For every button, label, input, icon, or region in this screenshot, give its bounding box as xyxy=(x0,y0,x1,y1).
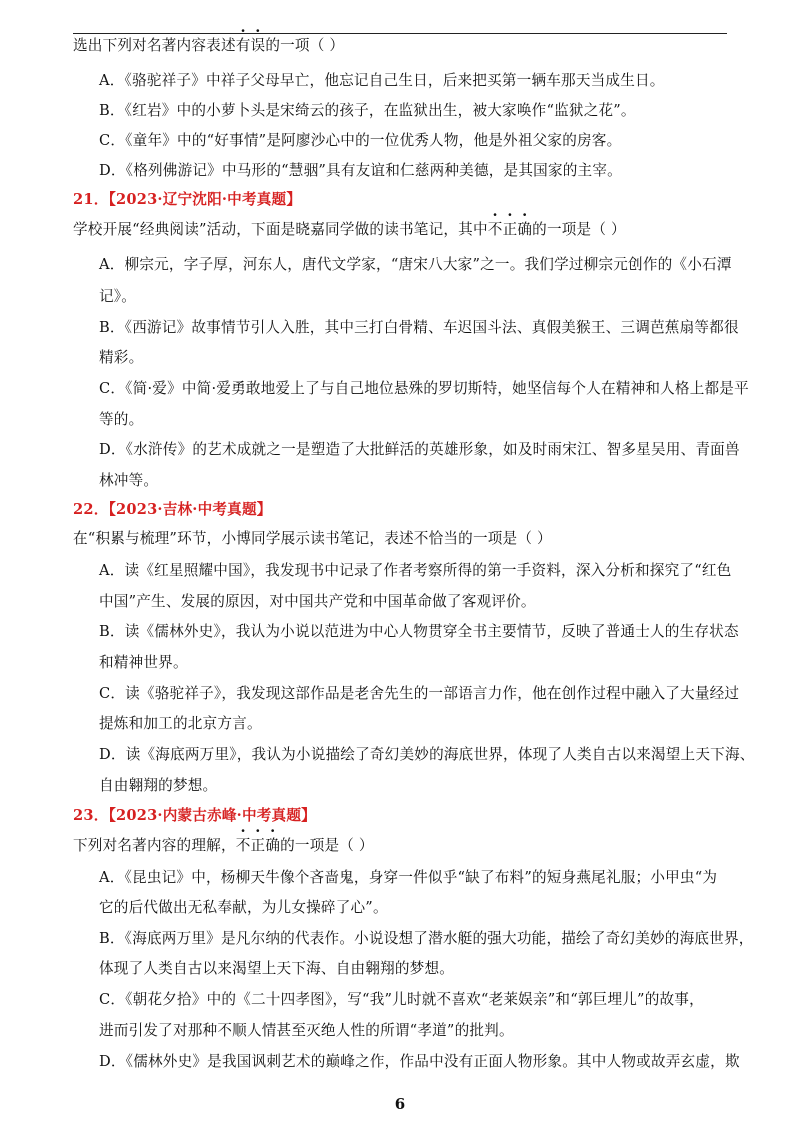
q23-option-a: A．《昆虫记》中，杨柳天牛像个吝啬鬼，身穿一件似乎“缺了布料”的短身燕尾礼服；小甲虫“为 xyxy=(99,869,718,886)
q22-option-a: A．读《红星照耀中国》，我发现书中记录了作者考察所得的第一手资料，深入分析和探究了“红色 xyxy=(99,562,732,579)
q21-option-c-cont: 等的。 xyxy=(99,411,144,428)
emphasis-char: 正 xyxy=(250,837,266,854)
q22-option-c-cont: 提炼和加工的北京方言。 xyxy=(99,715,262,732)
q21-header xyxy=(73,190,301,210)
q22-stem: 在“积累与梳理”环节，小博同学展示读书笔记，表述不恰当的一项是（ ） xyxy=(73,530,552,547)
q23-number: 23． xyxy=(73,807,109,824)
q20-option-c: C．《童年》中的“好事情”是阿廖沙心中的一位优秀人物，他是外祖父家的房客。 xyxy=(99,132,622,149)
q22-option-d-cont: 自由翱翔的梦想。 xyxy=(99,777,218,794)
q21-option-b-cont: 精彩。 xyxy=(99,349,144,366)
emphasis-char: 不 xyxy=(487,221,503,238)
q21-option-d-cont: 林冲等。 xyxy=(99,472,159,489)
q23-option-a-cont: 它的后代做出无私奉献，为儿女操碎了心”。 xyxy=(99,899,388,916)
q23-option-c-cont: 进而引发了对那种不顺人情甚至灭绝人性的所谓“孝道”的批判。 xyxy=(99,1022,514,1039)
emphasis-char: 误 xyxy=(250,37,266,54)
q22-option-b-cont: 和精神世界。 xyxy=(99,654,188,671)
emphasis-char: 有 xyxy=(235,37,251,54)
q21-option-a: A．柳宗元，字子厚，河东人，唐代文学家，“唐宋八大家”之一。我们学过柳宗元创作的《小石潭 xyxy=(99,256,732,273)
emphasis-char: 确 xyxy=(265,837,281,854)
q23-stem: 下列对名著内容的理解，不正确的一项是（ ） xyxy=(73,837,374,854)
q22-option-a-cont: 中国”产生、发展的原因，对中国共产党和中国革命做了客观评价。 xyxy=(99,593,536,610)
q21-source: 【2023·辽宁沈阳·中考真题】 xyxy=(108,191,302,208)
q21-option-b: B．《西游记》故事情节引人入胜，其中三打白骨精、车迟国斗法、真假美猴王、三调芭蕉扇等都很 xyxy=(99,319,739,336)
q20-option-a: A．《骆驼祥子》中祥子父母早亡，他忘记自己生日，后来把买第一辆车那天当成生日。 xyxy=(99,72,665,89)
page-number: 6 xyxy=(394,1095,406,1113)
q22-option-d: D．读《海底两万里》，我认为小说描绘了奇幻美妙的海底世界，体现了人类自古以来渴望上天下海、 xyxy=(99,746,755,763)
q23-option-b: B．《海底两万里》是凡尔纳的代表作。小说设想了潜水艇的强大功能，描绘了奇幻美妙的海底世界， xyxy=(99,930,754,947)
q22-header xyxy=(73,500,272,520)
q23-header xyxy=(73,806,316,826)
q22-option-c: C．读《骆驼祥子》，我发现这部作品是老舍先生的一部语言力作，他在创作过程中融入了大量经过 xyxy=(99,685,740,702)
q21-option-a-cont: 记》。 xyxy=(99,288,137,305)
q21-option-c: C．《简·爱》中简·爱勇敢地爱上了与自己地位悬殊的罗切斯特，她坚信每个人在精神和人格上都是平 xyxy=(99,380,749,397)
q20-stem: 选出下列对名著内容表述有误的一项（ ） xyxy=(73,37,345,54)
q23-option-d: D．《儒林外史》是我国讽刺艺术的巅峰之作，作品中没有正面人物形象。其中人物或故弄玄虚，欺 xyxy=(99,1053,740,1070)
q22-source: 【2023·吉林·中考真题】 xyxy=(108,501,272,518)
q21-number: 21． xyxy=(73,191,109,208)
emphasis-char: 确 xyxy=(517,221,533,238)
emphasis-char: 不 xyxy=(235,837,251,854)
q20-option-d: D．《格列佛游记》中马形的“慧骃”具有友谊和仁慈两种美德，是其国家的主宰。 xyxy=(99,162,622,179)
top-rule xyxy=(73,33,727,34)
q23-option-c: C．《朝花夕拾》中的《二十四孝图》，写“我”儿时就不喜欢“老莱娱亲”和“郭巨埋儿”的故事， xyxy=(99,991,704,1008)
q21-stem: 学校开展“经典阅读”活动，下面是晓嘉同学做的读书笔记，其中不正确的一项是（ ） xyxy=(73,221,626,238)
q23-source: 【2023·内蒙古赤峰·中考真题】 xyxy=(108,807,316,824)
q21-option-d: D．《水浒传》的艺术成就之一是塑造了大批鲜活的英雄形象，如及时雨宋江、智多星吴用、青面兽 xyxy=(99,441,740,458)
q22-number: 22． xyxy=(73,501,109,518)
q23-option-b-cont: 体现了人类自古以来渴望上天下海、自由翱翔的梦想。 xyxy=(99,960,455,977)
q22-option-b: B．读《儒林外史》，我认为小说以范进为中心人物贯穿全书主要情节，反映了普通士人的生存状态 xyxy=(99,623,739,640)
emphasis-char: 正 xyxy=(502,221,518,238)
q20-option-b: B．《红岩》中的小萝卜头是宋绮云的孩子，在监狱出生，被大家唤作“监狱之花”。 xyxy=(99,102,636,119)
